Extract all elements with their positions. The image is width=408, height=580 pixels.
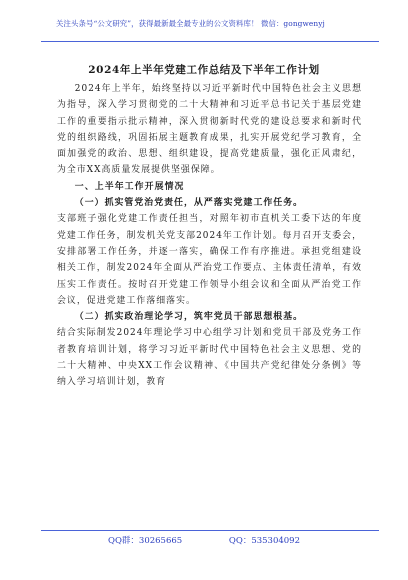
header-divider (41, 41, 379, 42)
intro-paragraph: 2024年上半年，始终坚持以习近平新时代中国特色社会主义思想为指导，深入学习贯彻党的二十大精神和习近平总书记关于基层党建工作的重要指示批示精神，深入贯彻新时代党的建设总要求和新时代党的组织路线，巩固拓展主题教育成果，扎实开展党纪学习教育，全面加强党的政治、思想、组织建设，提高党建质量，强化正风肃纪，为全市XX高质量发展提供坚强保障。 (57, 84, 362, 176)
header-banner: 关注头条号“公文研究”，获得最新最全最专业的公文资料库！ 微信：gongwenyj (56, 19, 325, 28)
subsection-heading-2: （二）抓实政治理论学习，筑牢党员干部思想根基。 (74, 312, 304, 323)
subsection-body-1: 支部班子强化党建工作责任担当，对照年初市直机关工委下达的年度党建工作任务，制发机关党支部2024年工作计划。每月召开支委会，安排部署工作任务，并逐一落实，确保工作有序推进。承担党组建设相关工作，制发2024年全面从严治党工作要点、主体责任清单，有效压实工作责任。按时召开党建工作领导小组会议和全面从严治党工作会议，促进党建工作落细落实。 (57, 214, 362, 306)
subsection-heading-1: （一）抓实管党治党责任，从严落实党建工作任务。 (74, 198, 304, 209)
footer-divider (41, 530, 379, 531)
section-heading: 一、上半年工作开展情况 (74, 181, 185, 192)
footer-qq: QQ：535304092 (228, 536, 300, 546)
subsection-body-2: 结合实际制发2024年理论学习中心组学习计划和党员干部及党务工作者教育培训计划，将学习习近平新时代中国特色社会主义思想、党的二十大精神、中央XX工作会议精神、《中国共产党纪律处分条例》等纳入学习培训计划，教育 (57, 328, 362, 388)
footer-qq-group: QQ群：30265665 (107, 536, 183, 546)
footer (0, 534, 408, 546)
document-title: 2024年上半年党建工作总结及下半年工作计划 (88, 64, 320, 76)
document-body (57, 81, 362, 391)
